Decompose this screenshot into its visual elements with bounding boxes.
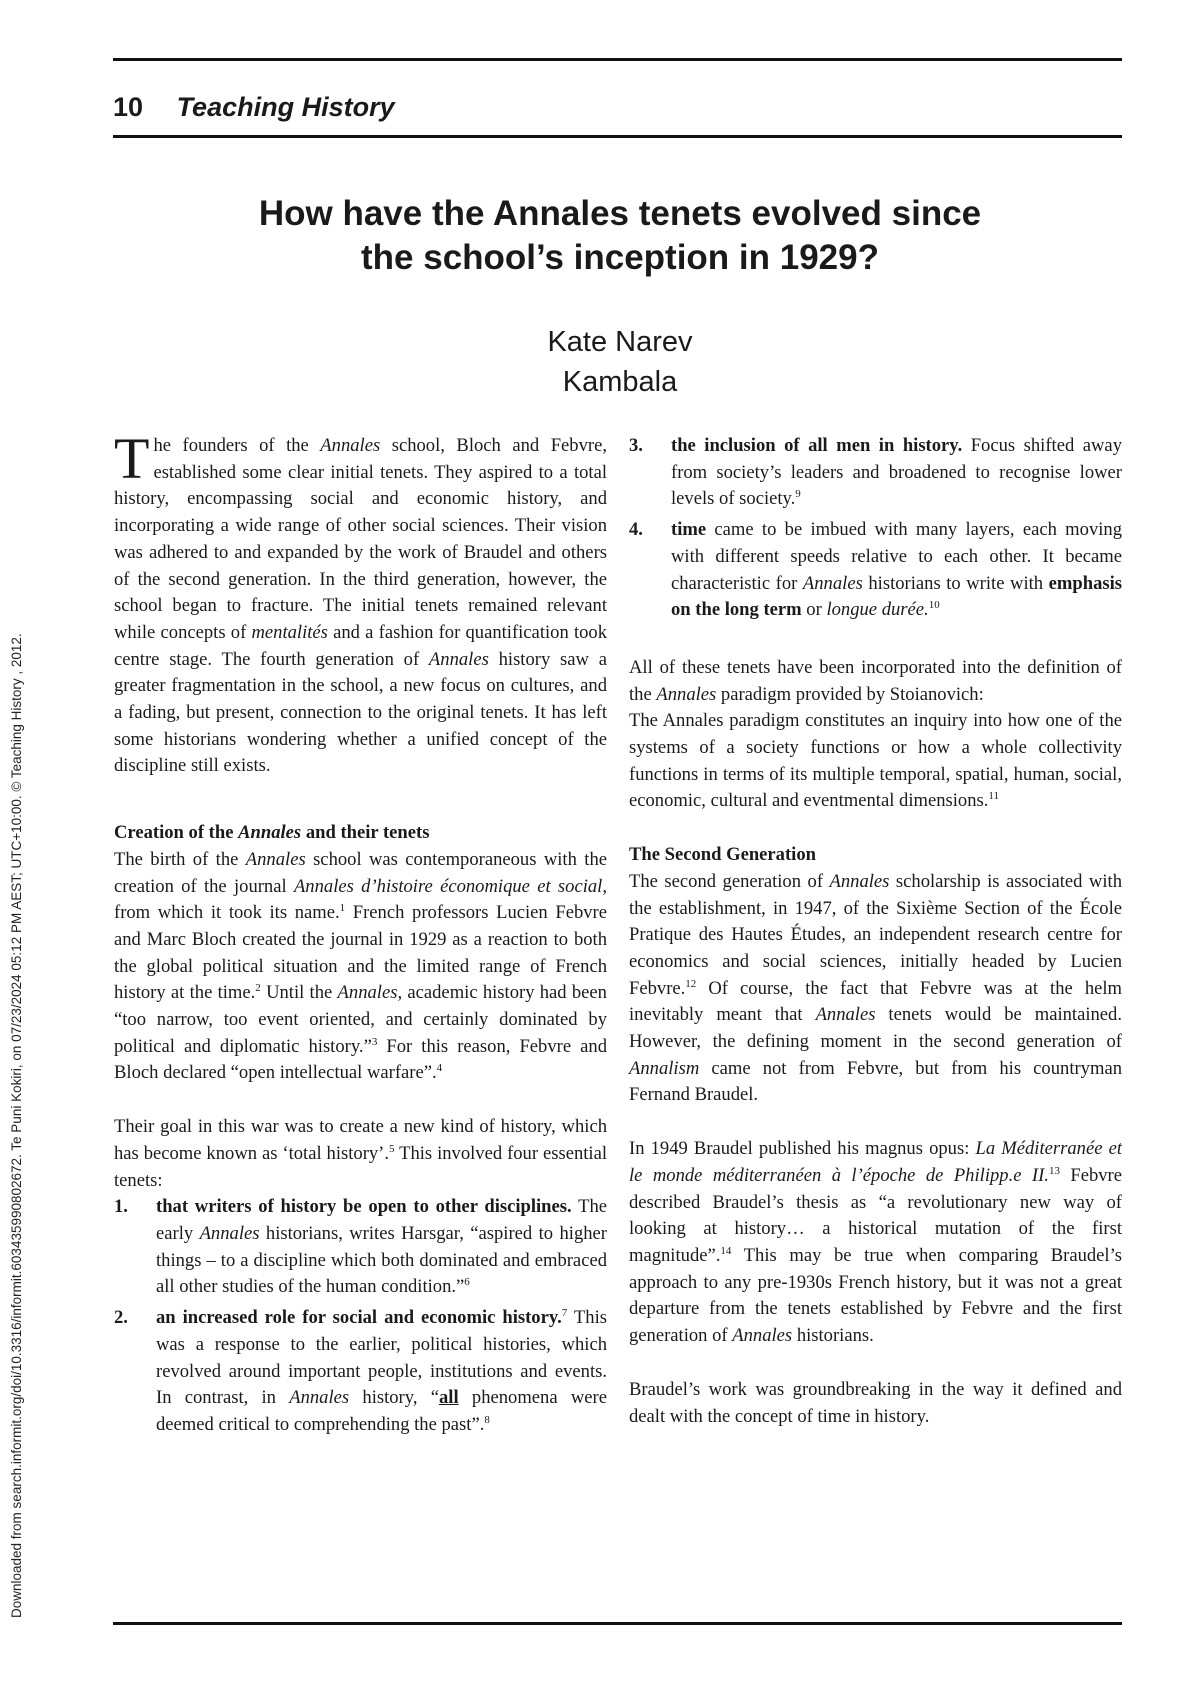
block-quote: The Annales paradigm constitutes an inquiry into how one of the systems of a society functions or how a whole collectivity functions in terms of its multiple temporal, spatial, human, social, economic, cultural and eventmental dimensions.$^{11}$ bbox=[629, 710, 1122, 812]
title-line-1: How have the Annales tenets evolved since bbox=[258, 194, 982, 233]
author-name: Kate Narev bbox=[547, 326, 693, 358]
side-note-container bbox=[6, 0, 28, 1696]
list-item: 1. that writers of history be open to other disciplines. The early Annales historians, writes Harsgar, “aspired to higher things – to a discipline which both dominated and embraced all other studies of the human condition.”$^6$ bbox=[114, 1196, 607, 1298]
tenets-list-left bbox=[114, 1194, 607, 1438]
top-rule bbox=[113, 58, 1122, 61]
right-column bbox=[629, 433, 1122, 1430]
author-school: Kambala bbox=[562, 366, 678, 398]
list-item: 4. time came to be imbued with many layers, each moving with different speeds relative to each other. It became characteristic for Annales historians to write with emphasis on the long term or longue durée.$^{10}$ bbox=[629, 519, 1122, 621]
section-heading-second-generation: The Second Generation bbox=[629, 844, 816, 866]
list-item: 3. the inclusion of all men in history. Focus shifted away from society’s leaders and broadened to recognise lower levels of society.$^9$ bbox=[629, 435, 1122, 510]
author-block bbox=[150, 322, 1090, 402]
total-history-paragraph: Their goal in this war was to create a new kind of history, which has become known as ‘total history’.$^5$ This involved four essential tenets: bbox=[114, 1116, 607, 1191]
left-column bbox=[114, 426, 608, 1443]
header-rule bbox=[113, 135, 1122, 138]
braudel-paragraph: In 1949 Braudel published his magnus opus: La Méditerranée et le monde méditerranéen à l’époche de Philipp.e II.$^{13}$ Febvre described Braudel’s thesis as “a revolutionary new way of looking at history… a historical mutation of the first magnitude”.$^{14}$ This may be true when comparing Braudel’s approach to any pre-1930s French history, but it was not a great departure from the tenets established by Febvre and the first generation of Annales historians. bbox=[629, 1138, 1122, 1347]
paradigm-paragraph: All of these tenets have been incorporated into the definition of the Annales paradigm provided by Stoianovich: bbox=[629, 656, 1122, 705]
title-line-2: the school’s inception in 1929? bbox=[361, 238, 879, 277]
download-notice: Downloaded from search.informit.org/doi/10.3316/informit.603435990802672. Te Puni Kokiri, on 07/23/2024 05:12 PM AEST; UTC+10:00. © Teaching History , 2012. bbox=[9, 633, 24, 1618]
list-item: 2. an increased role for social and economic history.$^7$ This was a response to the earlier, political histories, which revolved around important people, institutions and events. In contrast, in Annales history, “all phenomena were deemed critical to comprehending the past”.$^8$ bbox=[114, 1306, 607, 1435]
second-generation-paragraph: The second generation of Annales scholarship is associated with the establishment, in 1947, of the Sixième Section of the École Pratique des Hautes Études, an independent research centre for economics and social sciences, initially headed by Lucien Febvre.$^{12}$ Of course, the fact that Febvre was at the helm inevitably meant that Annales tenets would be maintained. However, the defining moment in the second generation of Annalism came not from Febvre, but from his countryman Fernand Braudel. bbox=[629, 870, 1122, 1106]
footer-rule bbox=[113, 1622, 1122, 1625]
section-heading-creation: Creation of the Annales and their tenets bbox=[114, 822, 430, 844]
page-number: 10 bbox=[113, 92, 144, 122]
intro-paragraph: The founders of the Annales school, Bloch and Febvre, established some clear initial tenets. They aspired to a total history, encompassing social and economic history, and incorporating a wide range of other social sciences. Their vision was adhered to and expanded by the work of Braudel and others of the second generation. In the third generation, however, the school began to fracture. The initial tenets remained relevant while concepts of mentalités and a fashion for quantification took centre stage. The fourth generation of Annales history saw a greater fragmentation in the school, a new focus on cultures, and a fading, but present, connection to the original tenets. It has left some historians wondering whether a unified concept of the discipline still exists. bbox=[114, 426, 608, 777]
time-paragraph: Braudel’s work was groundbreaking in the way it defined and dealt with the concept of time in history. bbox=[629, 1378, 1122, 1427]
drop-cap: T bbox=[114, 426, 150, 491]
running-header bbox=[113, 92, 395, 128]
journal-title: Teaching History bbox=[176, 92, 395, 122]
creation-paragraph: The birth of the Annales school was contemporaneous with the creation of the journal Annales d’histoire économique et social, from which it took its name.$^1$ French professors Lucien Febvre and Marc Bloch created the journal in 1929 as a reaction to both the global political situation and the limited range of French history at the time.$^2$ Until the Annales, academic history had been “too narrow, too event oriented, and certainly dominated by political and diplomatic history.”$^3$ For this reason, Febvre and Bloch declared “open intellectual warfare”.$^4$ bbox=[114, 848, 608, 1084]
tenets-list-right bbox=[629, 433, 1122, 624]
article-title bbox=[150, 192, 1090, 280]
